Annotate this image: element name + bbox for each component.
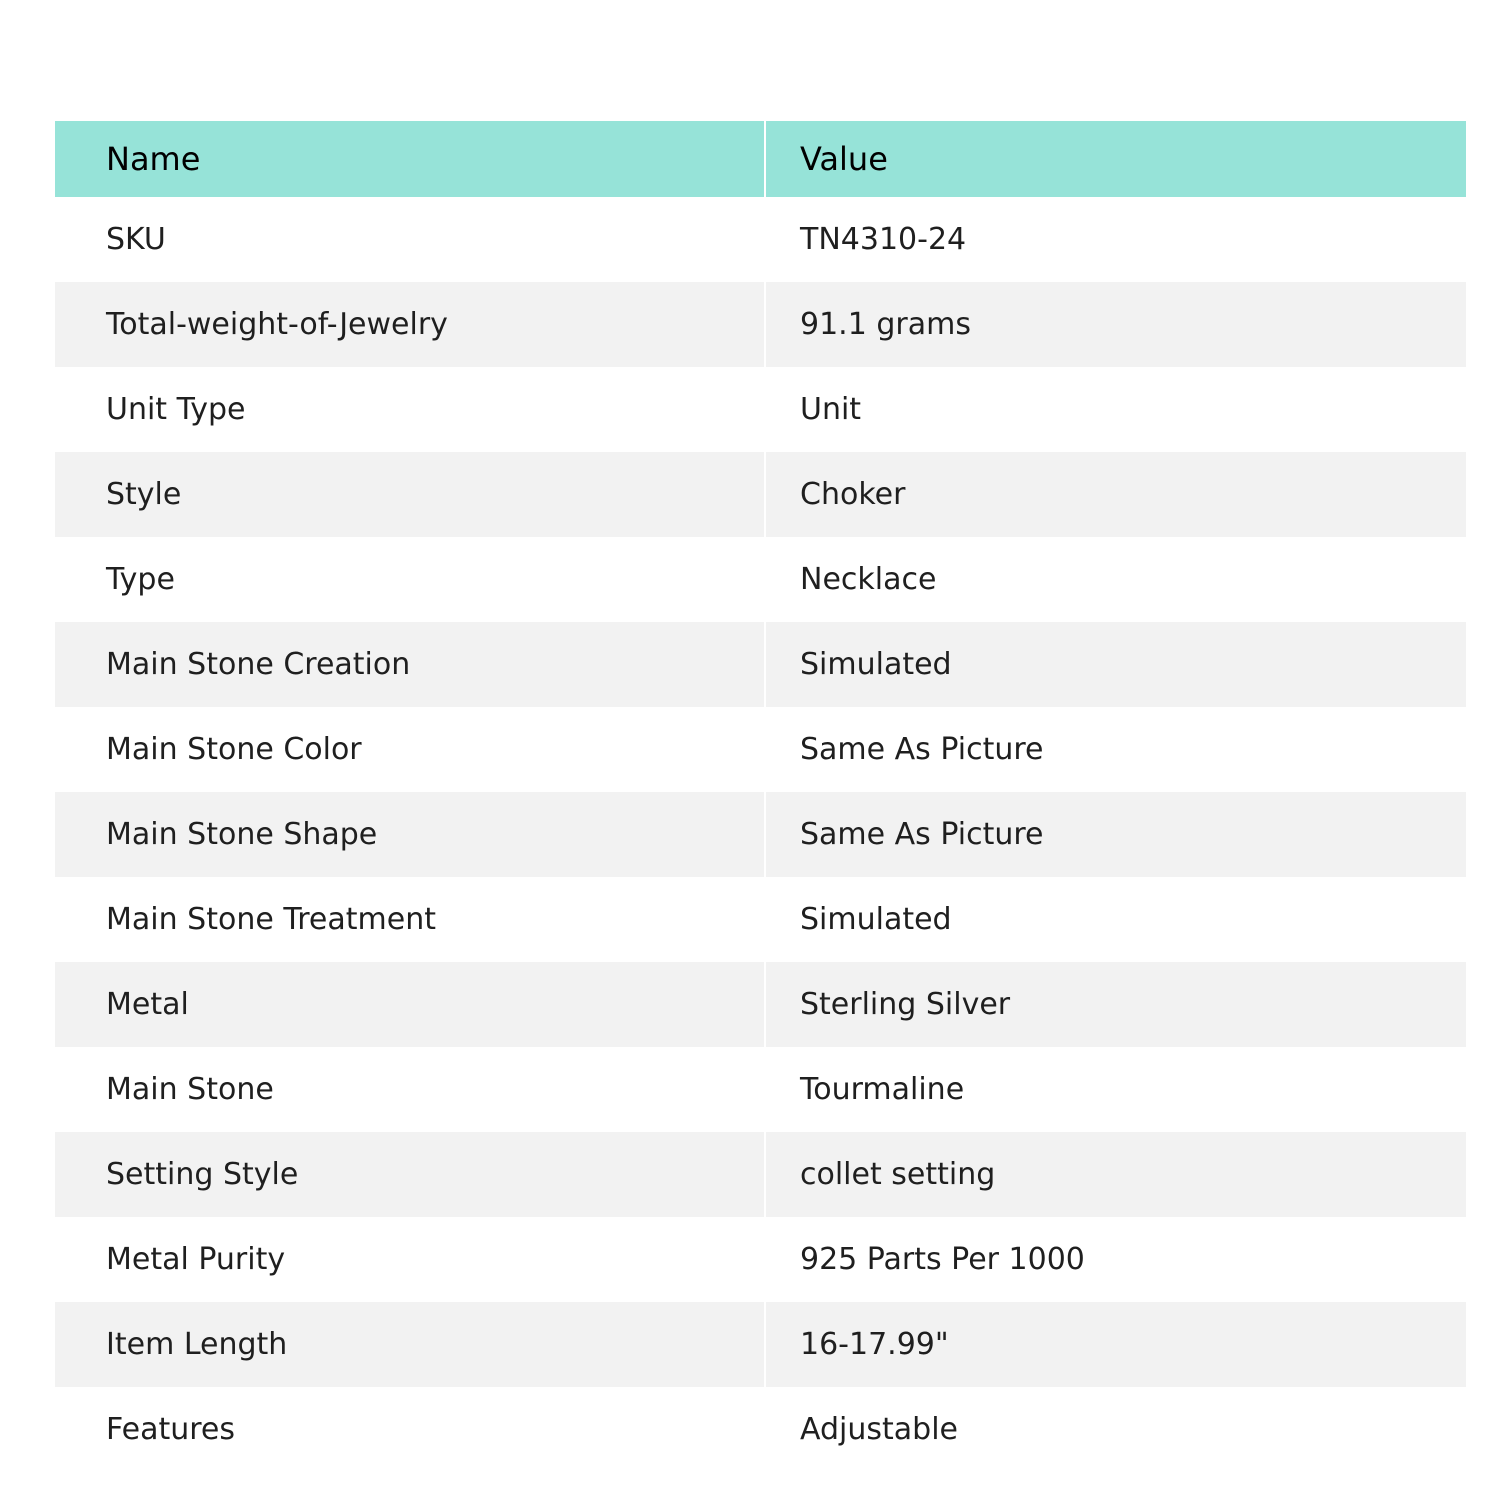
row-name-cell: Setting Style xyxy=(55,1132,766,1217)
table-row xyxy=(55,877,1466,962)
table-row xyxy=(55,282,1466,367)
row-value-cell: collet setting xyxy=(800,1157,996,1192)
row-value-cell: 925 Parts Per 1000 xyxy=(800,1242,1085,1277)
row-name-cell: SKU xyxy=(106,222,166,257)
row-name-cell: Main Stone Color xyxy=(106,732,362,767)
row-value-cell: Same As Picture xyxy=(800,732,1044,767)
row-name-cell: Item Length xyxy=(55,1302,766,1387)
table-row xyxy=(55,622,1466,707)
row-value-cell: TN4310-24 xyxy=(800,222,967,257)
table-row xyxy=(55,707,1466,792)
row-value-cell: Simulated xyxy=(800,902,952,937)
table-row xyxy=(55,792,1466,877)
table-row xyxy=(55,537,1466,622)
row-value-cell: Tourmaline xyxy=(800,1072,965,1107)
row-value-cell: Sterling Silver xyxy=(800,987,1011,1022)
table-row xyxy=(55,367,1466,452)
row-value-cell: 91.1 grams xyxy=(800,307,971,342)
table-header-row xyxy=(55,121,1466,197)
row-value-cell: Adjustable xyxy=(800,1412,958,1447)
header-name-cell: Name xyxy=(55,121,766,197)
table-row xyxy=(55,1387,1466,1472)
row-name-cell: Main Stone Treatment xyxy=(106,902,436,937)
row-name-cell: Unit Type xyxy=(106,392,246,427)
row-name-cell: Main Stone Shape xyxy=(55,792,766,877)
row-name-cell: Metal Purity xyxy=(106,1242,286,1277)
table-row xyxy=(55,1047,1466,1132)
table-row xyxy=(55,1302,1466,1387)
row-value-cell: Same As Picture xyxy=(800,817,1044,852)
row-value-cell: Simulated xyxy=(800,647,952,682)
table-row xyxy=(55,962,1466,1047)
row-name-cell: Metal xyxy=(55,962,766,1047)
row-name-cell: Main Stone xyxy=(106,1072,274,1107)
row-value-cell: Unit xyxy=(800,392,862,427)
row-name-cell: Features xyxy=(106,1412,235,1447)
header-value-cell: Value xyxy=(800,140,888,178)
row-name-cell: Total-weight-of-Jewelry xyxy=(55,282,766,367)
table-row xyxy=(55,197,1466,282)
row-name-cell: Type xyxy=(106,562,175,597)
table-row xyxy=(55,1132,1466,1217)
row-value-cell: Necklace xyxy=(800,562,937,597)
table-row xyxy=(55,452,1466,537)
row-name-cell: Style xyxy=(55,452,766,537)
row-value-cell: 16-17.99" xyxy=(800,1327,949,1362)
table-row xyxy=(55,1217,1466,1302)
row-value-cell: Choker xyxy=(800,477,906,512)
row-name-cell: Main Stone Creation xyxy=(55,622,766,707)
spec-table xyxy=(55,121,1466,1472)
